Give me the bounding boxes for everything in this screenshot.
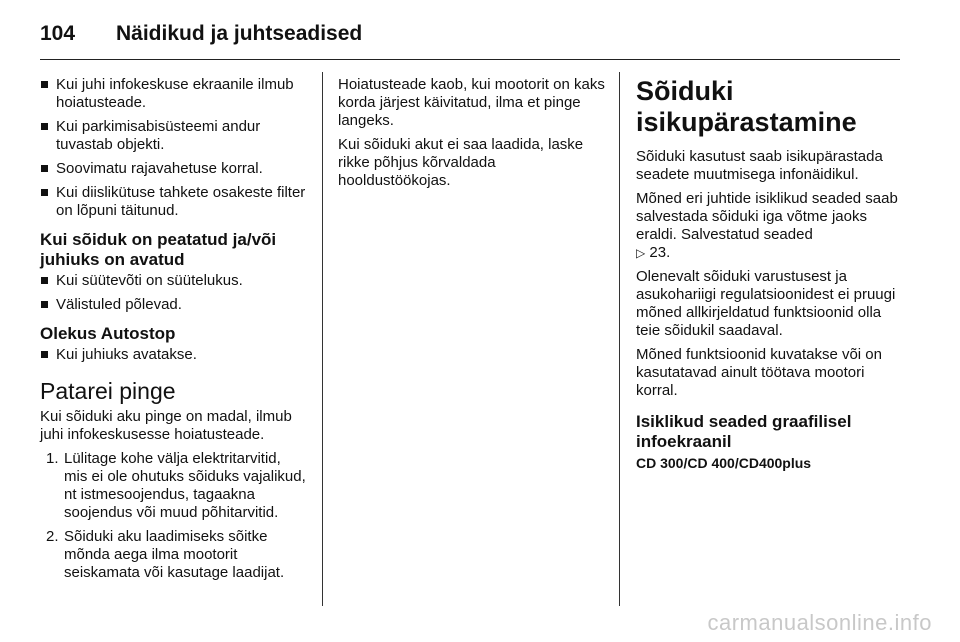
column-divider-1 — [322, 72, 323, 606]
step-item — [40, 450, 308, 522]
xref-page-link[interactable]: 23. — [649, 244, 671, 261]
heading-vehicle-stopped: Kui sõiduk on peatatud ja/või juhiuks on avatud — [40, 230, 277, 269]
list-item: Soovimatu rajavahetuse korral. — [40, 160, 308, 178]
step-item — [40, 528, 308, 582]
step-text: Sõiduki aku laadimiseks sõitke mõnda aega ilma mootorit seiskamata või kasutage laadijat. — [64, 528, 285, 581]
heading-autostop: Olekus Autostop — [40, 324, 176, 343]
column-2 — [338, 76, 606, 196]
heading-personal-settings: Isiklikud seaded graafilisel infoekraanil — [636, 412, 852, 451]
column-divider-2 — [619, 72, 620, 606]
paragraph — [636, 190, 906, 262]
paragraph: Olenevalt sõiduki varustusest ja asukohariigi regulatsioonidest ei pruugi mõned allkirjeldatud funktsioonid olla teie sõidukil saadaval. — [636, 268, 896, 339]
section-title-personalization: Sõiduki isikupärastamine — [636, 76, 857, 137]
step-text: Lülitage kohe välja elektritarvitid, mis ei ole ohutuks sõiduks vajalikud, nt istmesoojendus, tagaakna soojendus või muud põhitarvitid. — [64, 450, 306, 521]
paragraph: Sõiduki kasutust saab isikupärastada seadete muutmisega infonäidikul. — [636, 148, 883, 183]
warning-conditions-list — [40, 76, 308, 220]
list-item: Kui juhi infokeskuse ekraanile ilmub hoiatusteade. — [40, 76, 308, 112]
paragraph: Hoiatusteade kaob, kui mootorit on kaks korda järjest käivitatud, ilma et pinge langeks. — [338, 76, 605, 129]
section-title-battery: Patarei pinge — [40, 378, 176, 404]
column-3 — [636, 76, 906, 472]
watermark: carmanualsonline.info — [707, 610, 932, 635]
paragraph: Mõned funktsioonid kuvatakse või on kasutatavad ainult töötava mootori korral. — [636, 346, 882, 399]
header-divider — [40, 59, 900, 60]
arrow-xref-icon: ▷ — [636, 246, 646, 260]
section-intro: Kui sõiduki aku pinge on madal, ilmub juhi infokeskusesse hoiatusteade. — [40, 408, 292, 443]
column-1 — [40, 76, 308, 588]
list-item: Välistuled põlevad. — [40, 296, 308, 314]
list-item: Kui parkimisabisüsteemi andur tuvastab objekti. — [40, 118, 308, 154]
paragraph: Kui sõiduki akut ei saa laadida, laske rikke põhjus kõrvaldada hooldustöökojas. — [338, 136, 584, 189]
autostop-list — [40, 346, 308, 364]
page-number: 104 — [40, 22, 76, 45]
numbered-steps — [40, 450, 308, 582]
step-number: 2. — [46, 528, 59, 545]
page-title: Näidikud ja juhtseadised — [116, 22, 363, 45]
paragraph-text: Mõned eri juhtide isiklikud seaded saab salvestada sõiduki iga võtme jaoks eraldi. Salvestatud seaded — [636, 190, 898, 243]
list-item: Kui juhiuks avatakse. — [40, 346, 308, 364]
page-header — [40, 14, 900, 54]
list-item: Kui diislikütuse tahkete osakeste filter on lõpuni täitunud. — [40, 184, 308, 220]
list-item: Kui süütevõti on süütelukus. — [40, 272, 308, 290]
step-number: 1. — [46, 450, 59, 467]
stopped-conditions-list — [40, 272, 308, 314]
model-label: CD 300/CD 400/CD400plus — [636, 455, 812, 471]
